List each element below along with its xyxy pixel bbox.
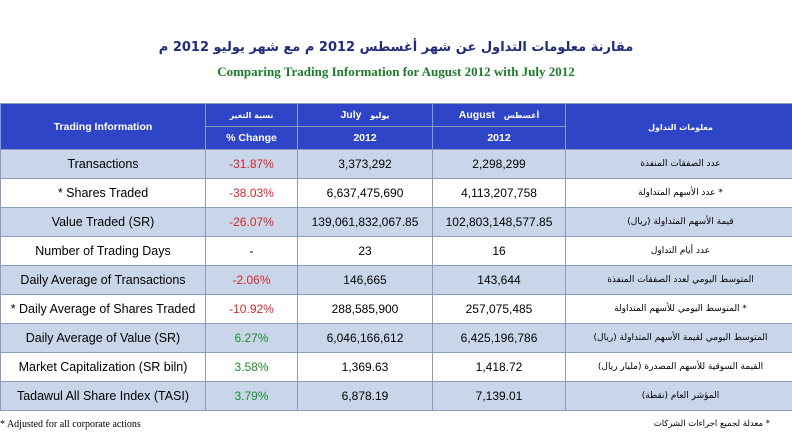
- table-row: [1, 179, 792, 208]
- cell-august-2012: 6,425,196,786: [433, 324, 566, 353]
- cell-trading-information-arabic: عدد أيام التداول: [566, 237, 792, 266]
- cell-trading-information: Daily Average of Transactions: [1, 266, 206, 295]
- cell-percent-change: -2.06%: [206, 266, 298, 295]
- cell-trading-information-arabic: المؤشر العام (نقطة): [566, 382, 792, 411]
- header-august-year: 2012: [433, 127, 566, 150]
- cell-trading-information-arabic: القيمة السوقية للأسهم المصدرة (مليار ريال): [566, 353, 792, 382]
- table-row: [1, 237, 792, 266]
- page-title-arabic: مقارنة معلومات التداول عن شهر أغسطس 2012 م مع شهر يوليو 2012 م: [158, 40, 634, 55]
- cell-trading-information: Market Capitalization (SR biln): [1, 353, 206, 382]
- cell-trading-information-arabic: * المتوسط اليومي للأسهم المتداولة: [566, 295, 792, 324]
- cell-trading-information: * Shares Traded: [1, 179, 206, 208]
- cell-august-2012: 143,644: [433, 266, 566, 295]
- cell-trading-information-arabic: المتوسط اليومي لعدد الصفقات المنفذة: [566, 266, 792, 295]
- header-august: August أغسطس: [433, 104, 566, 127]
- cell-august-2012: 102,803,148,577.85: [433, 208, 566, 237]
- cell-trading-information-arabic: عدد الصفقات المنفذة: [566, 150, 792, 179]
- cell-july-2012: 146,665: [298, 266, 433, 295]
- cell-percent-change: 3.79%: [206, 382, 298, 411]
- table-row: [1, 353, 792, 382]
- cell-august-2012: 16: [433, 237, 566, 266]
- cell-august-2012: 4,113,207,758: [433, 179, 566, 208]
- cell-august-2012: 1,418.72: [433, 353, 566, 382]
- cell-july-2012: 6,637,475,690: [298, 179, 433, 208]
- cell-july-2012: 3,373,292: [298, 150, 433, 179]
- cell-percent-change: -: [206, 237, 298, 266]
- cell-trading-information-arabic: المتوسط اليومي لقيمة الأسهم المتداولة (ريال): [566, 324, 792, 353]
- header-trading-information-arabic: معلومات التداول: [566, 104, 792, 150]
- header-trading-information: Trading Information: [1, 104, 206, 150]
- trading-comparison-table: [0, 103, 792, 411]
- cell-percent-change: 6.27%: [206, 324, 298, 353]
- cell-august-2012: 2,298,299: [433, 150, 566, 179]
- cell-trading-information-arabic: * عدد الأسهم المتداولة: [566, 179, 792, 208]
- table-row: [1, 266, 792, 295]
- cell-trading-information: Number of Trading Days: [1, 237, 206, 266]
- cell-trading-information: Value Traded (SR): [1, 208, 206, 237]
- cell-trading-information: Transactions: [1, 150, 206, 179]
- cell-july-2012: 139,061,832,067.85: [298, 208, 433, 237]
- table-row: [1, 150, 792, 179]
- table-row: [1, 208, 792, 237]
- page-title-english: Comparing Trading Information for August 2012 with July 2012: [217, 64, 575, 79]
- footnote-arabic: * معدلة لجميع اجراءات الشركات: [653, 419, 770, 429]
- cell-trading-information: Daily Average of Value (SR): [1, 324, 206, 353]
- cell-august-2012: 257,075,485: [433, 295, 566, 324]
- cell-july-2012: 6,878.19: [298, 382, 433, 411]
- footnote-english: * Adjusted for all corporate actions: [0, 419, 141, 430]
- cell-july-2012: 6,046,166,612: [298, 324, 433, 353]
- cell-percent-change: -38.03%: [206, 179, 298, 208]
- cell-july-2012: 288,585,900: [298, 295, 433, 324]
- table-row: [1, 295, 792, 324]
- table-body: [1, 150, 792, 411]
- header-change: % Change: [206, 127, 298, 150]
- header-july: July يوليو: [298, 104, 433, 127]
- header-july-year: 2012: [298, 127, 433, 150]
- cell-august-2012: 7,139.01: [433, 382, 566, 411]
- header-change-arabic: نسبة التغير: [206, 104, 298, 127]
- cell-percent-change: -31.87%: [206, 150, 298, 179]
- cell-percent-change: -10.92%: [206, 295, 298, 324]
- table-row: [1, 324, 792, 353]
- cell-trading-information: Tadawul All Share Index (TASI): [1, 382, 206, 411]
- cell-percent-change: 3.58%: [206, 353, 298, 382]
- table-row: [1, 382, 792, 411]
- cell-july-2012: 23: [298, 237, 433, 266]
- cell-percent-change: -26.07%: [206, 208, 298, 237]
- cell-july-2012: 1,369.63: [298, 353, 433, 382]
- cell-trading-information-arabic: قيمة الأسهم المتداولة (ريال): [566, 208, 792, 237]
- cell-trading-information: * Daily Average of Shares Traded: [1, 295, 206, 324]
